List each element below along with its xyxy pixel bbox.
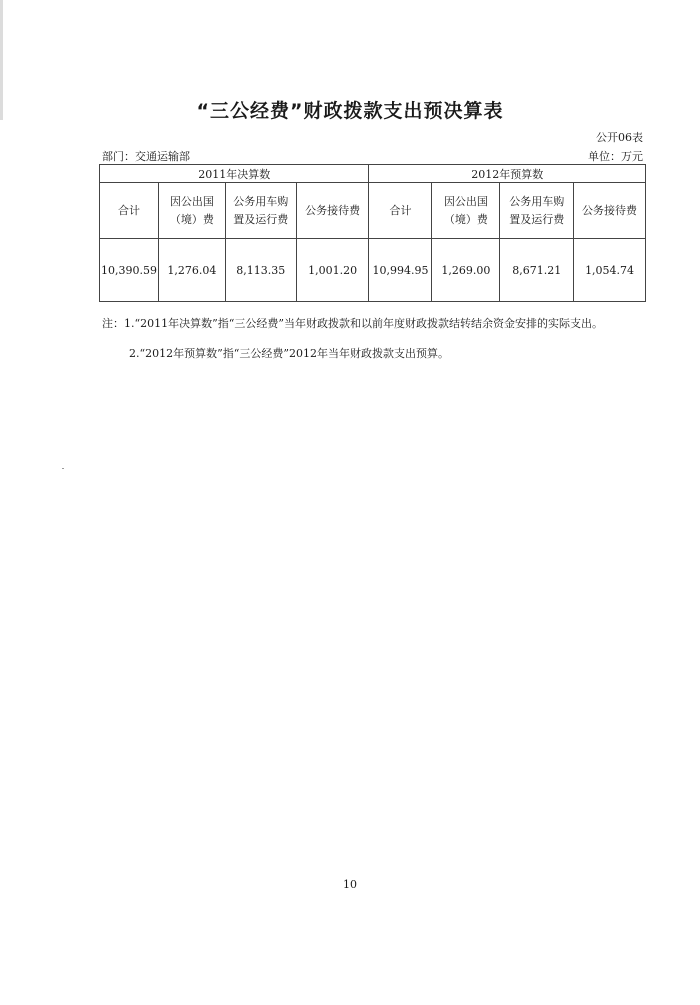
header-cell xyxy=(432,183,500,239)
table-cell: 1,269.00 xyxy=(432,239,500,302)
header-line: 公务用车购 xyxy=(509,194,565,208)
table-cell: 1,054.74 xyxy=(574,239,646,302)
table-row xyxy=(100,239,646,302)
header-cell xyxy=(574,183,646,239)
table-cell: 1,001.20 xyxy=(296,239,369,302)
header-line: 因公出国 xyxy=(443,194,488,208)
table-cell: 8,113.35 xyxy=(225,239,296,302)
form-code: 公开06表 xyxy=(596,131,643,144)
header-line: 公务用车购 xyxy=(233,194,289,208)
table-cell: 10,994.95 xyxy=(369,239,432,302)
header-line: （境）费 xyxy=(169,212,214,226)
unit-label: 单位：万元 xyxy=(588,150,643,163)
header-line: 合计 xyxy=(117,203,140,217)
scan-speck xyxy=(62,468,64,469)
table-header-row xyxy=(100,183,646,239)
header-line: 置及运行费 xyxy=(509,212,565,226)
table-cell: 8,671.21 xyxy=(500,239,574,302)
header-line: 置及运行费 xyxy=(233,212,289,226)
header-line: 合计 xyxy=(389,203,412,217)
page-number: 10 xyxy=(343,878,357,891)
page-title: “三公经费”财政拨款支出预决算表 xyxy=(196,100,504,122)
header-cell xyxy=(225,183,296,239)
header-cell xyxy=(100,183,159,239)
department-label: 部门：交通运输部 xyxy=(102,150,190,163)
footnote-2: 2.“2012年预算数”指“三公经费”2012年当年财政拨款支出预算。 xyxy=(129,347,449,360)
header-cell xyxy=(500,183,574,239)
table-cell: 10,390.59 xyxy=(100,239,159,302)
table-group-row xyxy=(100,165,646,183)
header-cell xyxy=(369,183,432,239)
budget-table xyxy=(99,164,646,302)
header-line: 因公出国 xyxy=(169,194,214,208)
footnote-1: 注：1.“2011年决算数”指“三公经费”当年财政拨款和以前年度财政拨款结转结余资金安排的实际支出。 xyxy=(102,317,603,330)
header-cell xyxy=(296,183,369,239)
header-line: 公务接待费 xyxy=(305,203,361,217)
header-line: （境）费 xyxy=(443,212,488,226)
table-cell: 1,276.04 xyxy=(158,239,225,302)
group-header-2012: 2012年预算数 xyxy=(369,165,646,183)
header-line: 公务接待费 xyxy=(582,203,638,217)
footnotes xyxy=(102,316,603,361)
group-header-2011: 2011年决算数 xyxy=(100,165,369,183)
header-cell xyxy=(158,183,225,239)
